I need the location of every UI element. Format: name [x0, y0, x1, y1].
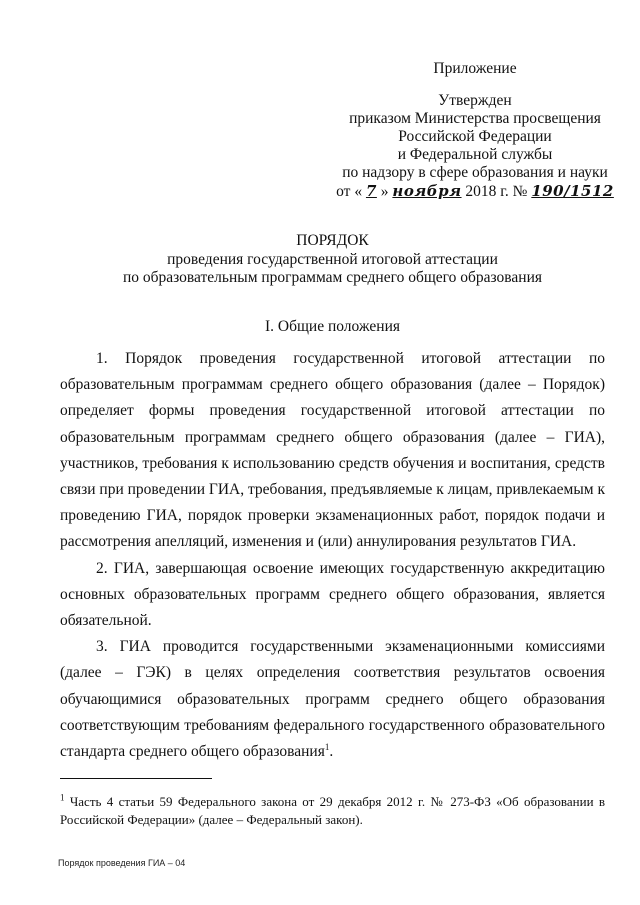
- approved-label: Утвержден: [438, 92, 512, 109]
- handwritten-order-number: 190/1512: [531, 182, 614, 200]
- paragraph-3-end: .: [329, 743, 334, 761]
- date-prefix: от «: [336, 183, 363, 200]
- body-text: [60, 346, 605, 765]
- approval-line-3: и Федеральной службы: [397, 146, 553, 163]
- date-mid: »: [380, 183, 389, 200]
- approval-block: [330, 60, 620, 201]
- date-year: 2018 г. №: [465, 183, 528, 200]
- paragraph-2: 2. ГИА, завершающая освоение имеющих государственную аккредитацию основных образовательных программ среднего общего образования, является обязательной.: [60, 559, 605, 630]
- paragraph-3: [60, 634, 605, 765]
- footnote: [60, 793, 605, 829]
- title-line-2: по образовательным программам среднего общего образования: [122, 269, 543, 286]
- footnote-divider: [60, 778, 212, 779]
- approval-date-line: [330, 182, 620, 201]
- footnote-marker: 1: [60, 792, 65, 803]
- document-title: [60, 232, 605, 287]
- approval-line-4: по надзору в сфере образования и науки: [342, 164, 608, 181]
- appendix-label: Приложение: [433, 60, 517, 77]
- section-heading: I. Общие положения: [264, 318, 401, 335]
- paragraph-1: 1. Порядок проведения государственной итоговой аттестации по образовательным программам среднего общего образования (далее – Порядок) определяет формы проведения государственной итоговой аттестации по образовательным программам среднего общего образования (далее – ГИА), участников, требования к использованию средств обучения и воспитания, средств связи при проведении ГИА, требования, предъявляемые к лицам, привлекаемым к проведению ГИА, порядок проверки экзаменационных работ, порядок подачи и рассмотрения апелляций, изменения и (или) аннулирования результатов ГИА.: [60, 350, 605, 551]
- title-main: ПОРЯДОК: [296, 232, 369, 249]
- approval-line-2: Российской Федерации: [398, 128, 552, 145]
- handwritten-month: ноября: [392, 182, 462, 200]
- handwritten-day: 7: [365, 182, 377, 200]
- page-footer: Порядок проведения ГИА – 04: [58, 858, 186, 868]
- paragraph-3-text: 3. ГИА проводится государственными экзаменационными комиссиями (далее – ГЭК) в целях определения соответствия результатов освоения обучающимися образовательных программ среднего общего образования соответствующим требованиям федерального государственного образовательного стандарта среднего общего образования: [60, 638, 605, 761]
- footnote-reference[interactable]: 1: [324, 741, 330, 752]
- title-line-1: проведения государственной итоговой аттестации: [167, 251, 498, 268]
- approval-line-1: приказом Министерства просвещения: [349, 110, 601, 127]
- footnote-text: Часть 4 статьи 59 Федерального закона от 29 декабря 2012 г. № 273-ФЗ «Об образовании в Российской Федерации» (далее – Федеральный закон).: [60, 794, 606, 827]
